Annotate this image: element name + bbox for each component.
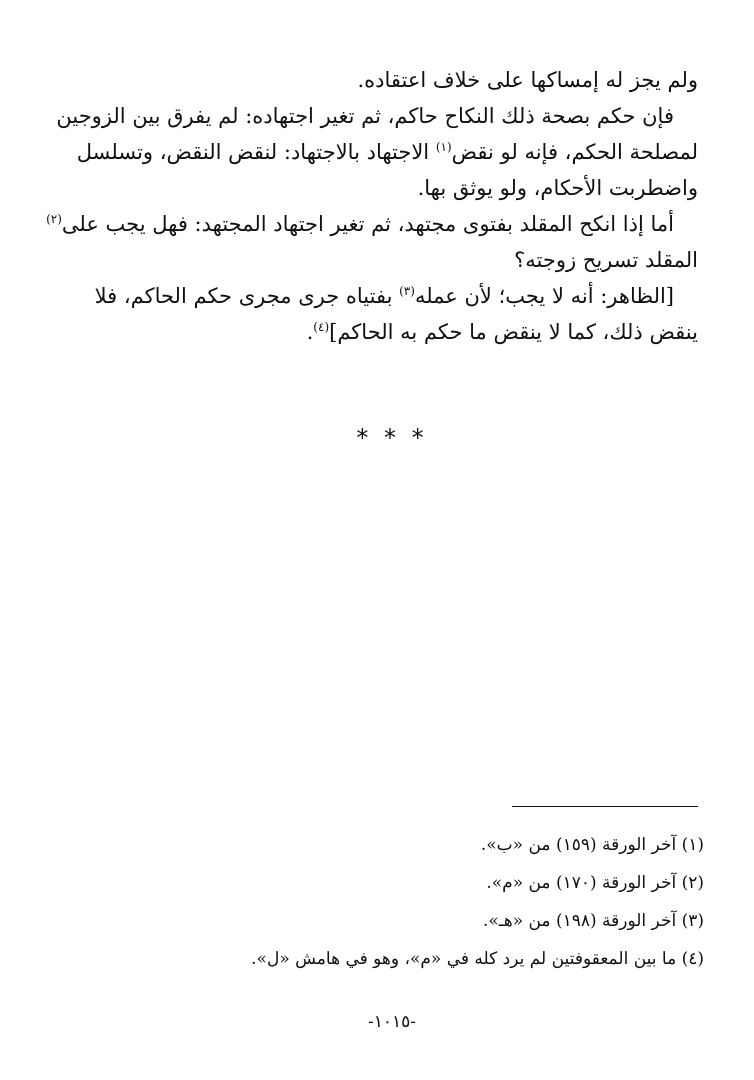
paragraph-3-line-1 (46, 206, 698, 242)
section-separator: * * * (356, 424, 428, 452)
text-run: أما إذا انكح المقلد بفتوى مجتهد، ثم تغير اجتهاد المجتهد: فهل يجب على (61, 212, 674, 236)
paragraph-4-line-2 (98, 314, 698, 350)
footnotes (64, 826, 704, 978)
paragraph-2-line-3: واضطربت الأحكام، ولو يوثق بها. (417, 176, 698, 200)
footnote-divider (512, 806, 698, 807)
footnote-ref-4[interactable]: (٤) (313, 320, 330, 334)
text-run: [الظاهر: أنه لا يجب؛ لأن عمله (414, 284, 674, 308)
footnote-2: (٢) آخر الورقة (١٧٠) من «م». (486, 873, 704, 893)
paragraph-1-line-1: ولم يجز له إمساكها على خلاف اعتقاده. (357, 68, 698, 92)
text-run: لمصلحة الحكم، فإنه لو نقض (451, 140, 698, 164)
main-text (46, 62, 698, 350)
paragraph-2-line-2 (76, 134, 698, 170)
text-run: ينقض ذلك، كما لا ينقض ما حكم به الحاكم] (329, 320, 698, 344)
footnote-3: (٣) آخر الورقة (١٩٨) من «هـ». (482, 911, 704, 931)
text-run: الاجتهاد بالاجتهاد: لنقض النقض، وتسلسل (76, 140, 436, 164)
footnote-ref-2[interactable]: (٢) (46, 212, 62, 226)
footnote-ref-3[interactable]: (٣) (399, 284, 415, 298)
page-number: -١٠١٥- (367, 1012, 417, 1032)
paragraph-3-line-2: المقلد تسريح زوجته؟ (514, 248, 698, 272)
footnote-4: (٤) ما بين المعقوفتين لم يرد كله في «م»، وهو في هامش «ل». (251, 949, 704, 969)
paragraph-4-line-1 (94, 278, 698, 314)
text-run: بفتياه جرى مجرى حكم الحاكم، فلا (94, 284, 400, 308)
paragraph-2-line-1: فإن حكم بصحة ذلك النكاح حاكم، ثم تغير اجتهاده: لم يفرق بين الزوجين (56, 104, 674, 128)
footnote-1: (١) آخر الورقة (١٥٩) من «ب». (480, 835, 704, 855)
footnote-ref-1[interactable]: (١) (435, 140, 452, 154)
text-run: . (306, 320, 314, 344)
